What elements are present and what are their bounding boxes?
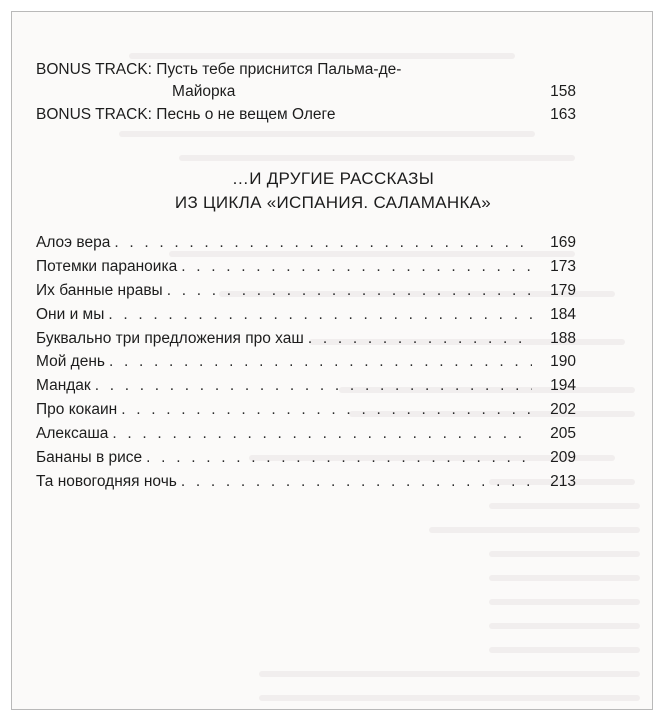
leader-dots [146, 449, 532, 467]
leader-dots [121, 401, 532, 419]
toc-row [36, 353, 576, 377]
toc-row-page: 169 [550, 234, 576, 251]
toc-row [36, 473, 576, 497]
toc-row-page: 209 [550, 449, 576, 467]
bonus-entry-2-line1: BONUS TRACK: Песнь о не вещем Олеге [36, 106, 336, 123]
leader-dots [181, 258, 532, 276]
section-heading-line1: …И ДРУГИЕ РАССКАЗЫ [231, 169, 435, 188]
leader-dots [181, 473, 532, 491]
leader-dots [114, 234, 532, 252]
toc-row [36, 377, 576, 401]
toc-row-title: Буквально три предложения про хаш [36, 329, 304, 347]
toc-row-page: 188 [550, 329, 576, 347]
table-of-contents [12, 12, 652, 709]
toc-row-title: Алоэ вера [36, 234, 111, 251]
toc-row-page: 213 [550, 472, 576, 490]
toc-list [36, 234, 576, 497]
leader-dots [108, 306, 532, 324]
toc-row [36, 234, 576, 258]
toc-row-title: Мой день [36, 353, 105, 371]
toc-row-title: Бананы в рисе [36, 449, 143, 467]
toc-row-title: Их банные нравы [36, 281, 163, 299]
toc-row-page: 173 [550, 257, 576, 275]
toc-row-page: 179 [550, 281, 576, 299]
toc-row [36, 330, 576, 354]
bonus-entry-1 [36, 59, 576, 103]
bonus-entry-1-page: 158 [550, 83, 576, 100]
leader-dots [167, 282, 532, 300]
section-heading-line2: ИЗ ЦИКЛА «ИСПАНИЯ. САЛАМАНКА» [174, 193, 492, 212]
bonus-entry-1-line1: BONUS TRACK: Пусть тебе приснится Пальма-де- [36, 61, 402, 78]
toc-row-title: Потемки параноика [36, 257, 178, 275]
toc-row [36, 401, 576, 425]
toc-row-title: Алексаша [36, 425, 109, 443]
leader-dots [95, 377, 532, 395]
toc-row [36, 258, 576, 282]
toc-row-page: 205 [550, 425, 576, 443]
toc-row-page: 202 [550, 401, 576, 419]
toc-row-title: Мандак [36, 377, 91, 395]
toc-row-page: 184 [550, 305, 576, 323]
toc-row-title: Они и мы [36, 305, 105, 323]
bonus-entry-2-page: 163 [550, 106, 576, 123]
toc-row [36, 306, 576, 330]
book-page [11, 11, 653, 710]
leader-dots [308, 330, 532, 348]
toc-row-page: 190 [550, 353, 576, 371]
toc-row [36, 425, 576, 449]
leader-dots [112, 425, 532, 443]
toc-row-title: Про кокаин [36, 401, 118, 419]
toc-row [36, 282, 576, 306]
toc-row [36, 449, 576, 473]
leader-dots [109, 353, 532, 371]
toc-row-page: 194 [550, 377, 576, 395]
bonus-entry-2 [36, 104, 576, 126]
bonus-entry-1-line2: Майорка [172, 83, 236, 100]
toc-row-title: Та новогодняя ночь [36, 472, 177, 490]
